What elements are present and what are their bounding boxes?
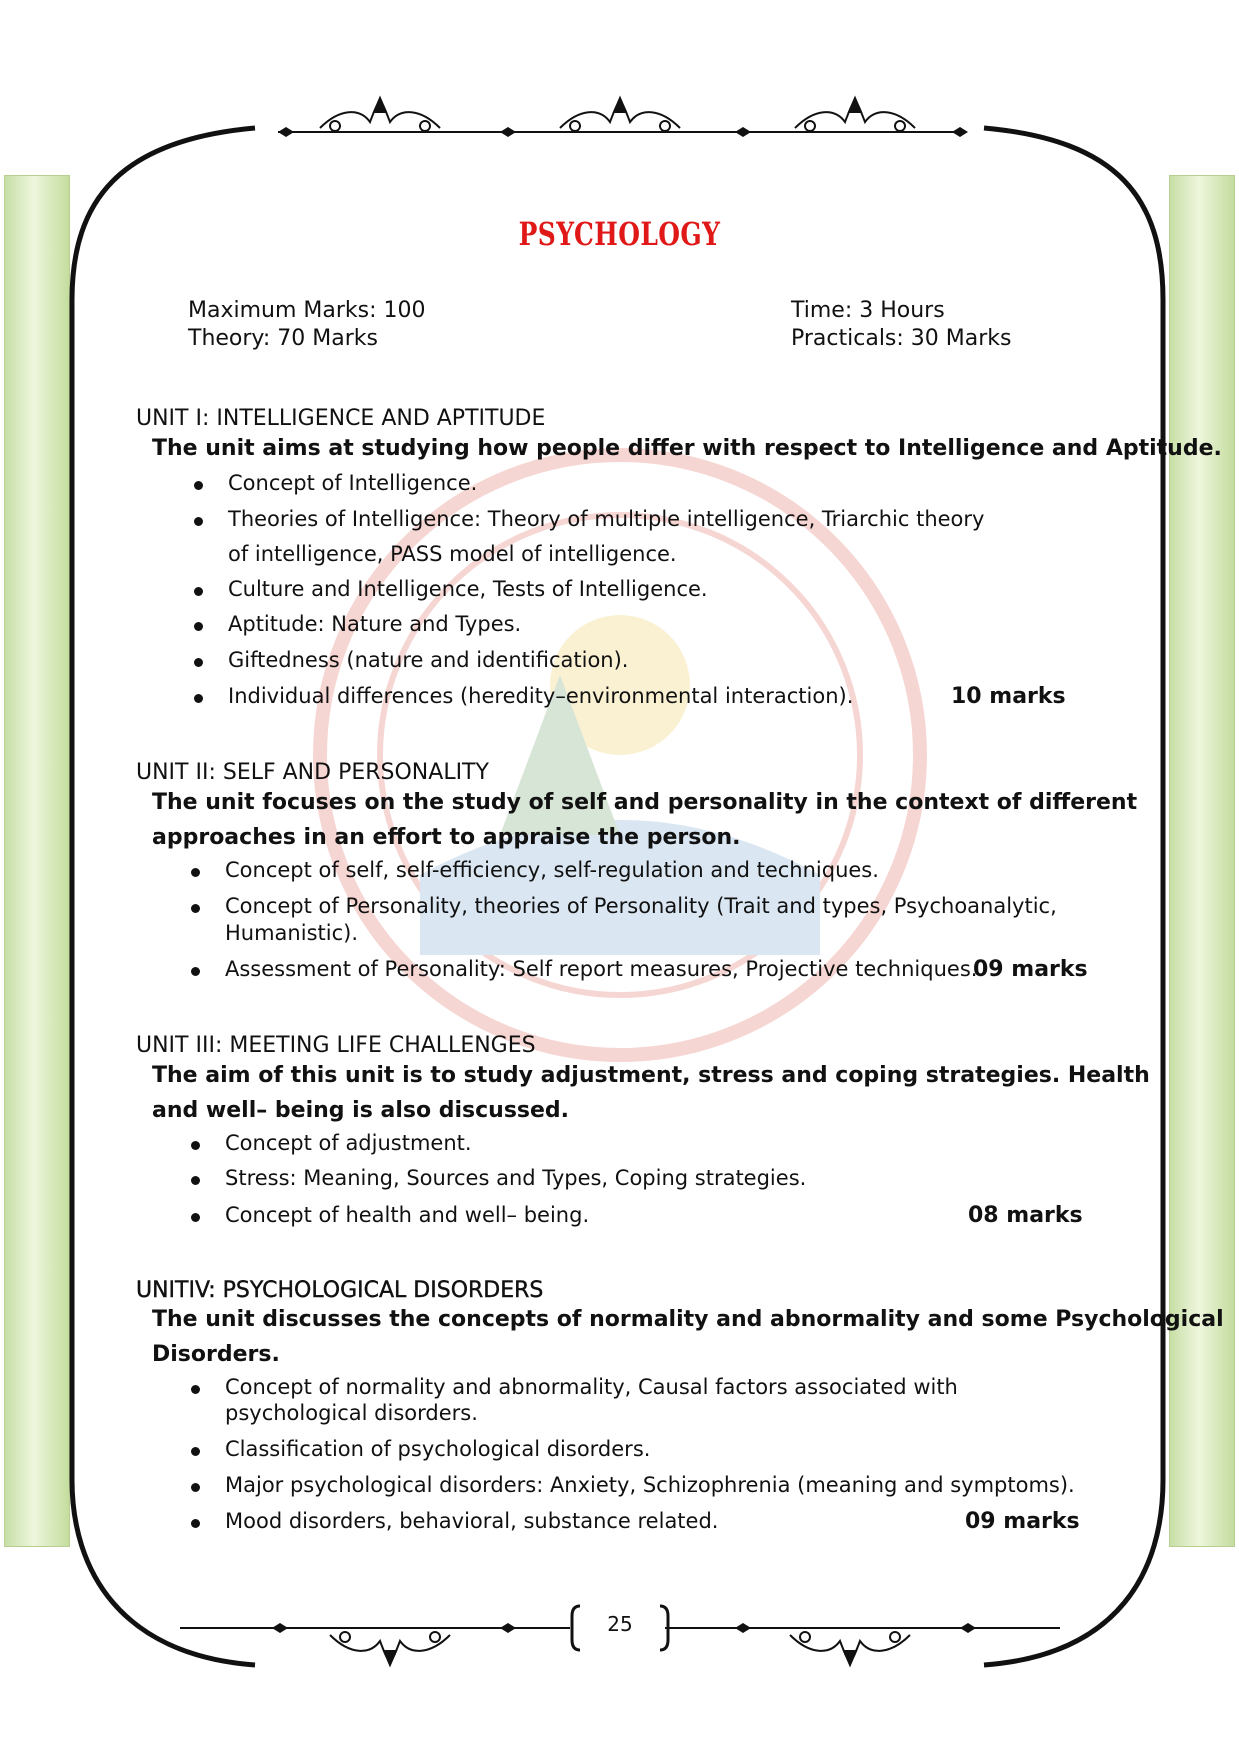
list-item: Major psychological disorders: Anxiety, Schizophrenia (meaning and symptoms).: [225, 1472, 1075, 1499]
unit-1-heading: UNIT I: INTELLIGENCE AND APTITUDE: [136, 406, 546, 431]
theory-marks: Theory: 70 Marks: [188, 326, 378, 351]
unit-3-description: [152, 1058, 1150, 1128]
page-number: 25: [607, 1612, 633, 1636]
list-item-continuation: psychological disorders.: [225, 1401, 478, 1425]
list-item: Aptitude: Nature and Types.: [228, 611, 521, 638]
list-item: Individual differences (heredity–environmental interaction).: [228, 683, 853, 710]
list-item: Concept of adjustment.: [225, 1130, 472, 1157]
unit-2-description: [152, 785, 1137, 855]
list-item-continuation: of intelligence, PASS model of intelligence.: [228, 542, 677, 566]
list-item: Assessment of Personality: Self report measures, Projective techniques.: [225, 956, 977, 983]
list-item: Classification of psychological disorders.: [225, 1436, 650, 1463]
marks-info: [188, 297, 426, 353]
list-item: Concept of self, self-efficiency, self-regulation and techniques.: [225, 857, 879, 884]
page-title: PSYCHOLOGY: [518, 215, 721, 253]
list-item: Stress: Meaning, Sources and Types, Coping strategies.: [225, 1165, 806, 1192]
list-item: Concept of normality and abnormality, Causal factors associated with: [225, 1374, 958, 1401]
maximum-marks: Maximum Marks: 100: [188, 298, 426, 323]
unit-4-description: [152, 1302, 1224, 1372]
unit-4-marks: 09 marks: [965, 1509, 1080, 1534]
list-item: Giftedness (nature and identification).: [228, 647, 628, 674]
time-duration: Time: 3 Hours: [791, 298, 945, 323]
unit-2-marks: 09 marks: [973, 957, 1088, 982]
description-line: and well– being is also discussed.: [152, 1098, 570, 1123]
list-item: Culture and Intelligence, Tests of Intelligence.: [228, 576, 708, 603]
unit-3-heading: UNIT III: MEETING LIFE CHALLENGES: [136, 1033, 536, 1058]
description-line: The unit focuses on the study of self and personality in the context of different: [152, 790, 1138, 815]
list-item: Mood disorders, behavioral, substance related.: [225, 1508, 718, 1535]
list-item: Concept of health and well– being.: [225, 1202, 589, 1229]
time-info: [791, 297, 1012, 353]
description-line: The aim of this unit is to study adjustment, stress and coping strategies. Health: [152, 1063, 1150, 1088]
list-item: Concept of Intelligence.: [228, 470, 477, 497]
list-item: Concept of Personality, theories of Personality (Trait and types, Psychoanalytic,: [225, 893, 1057, 920]
list-item: Theories of Intelligence: Theory of multiple intelligence, Triarchic theory: [228, 506, 984, 533]
unit-2-heading: UNIT II: SELF AND PERSONALITY: [136, 760, 489, 785]
unit-3-marks: 08 marks: [968, 1203, 1083, 1228]
list-item-continuation: Humanistic).: [225, 921, 358, 945]
practical-marks: Practicals: 30 Marks: [791, 326, 1012, 351]
description-line: Disorders.: [152, 1342, 280, 1367]
unit-1-description: [152, 431, 1222, 466]
description-line: approaches in an effort to appraise the person.: [152, 825, 741, 850]
description-line: The unit aims at studying how people differ with respect to Intelligence and Aptitude.: [152, 436, 1222, 461]
unit-1-marks: 10 marks: [951, 684, 1066, 709]
description-line: The unit discusses the concepts of normality and abnormality and some Psychological: [152, 1307, 1224, 1332]
unit-4-heading: UNITIV: PSYCHOLOGICAL DISORDERS: [136, 1278, 544, 1303]
